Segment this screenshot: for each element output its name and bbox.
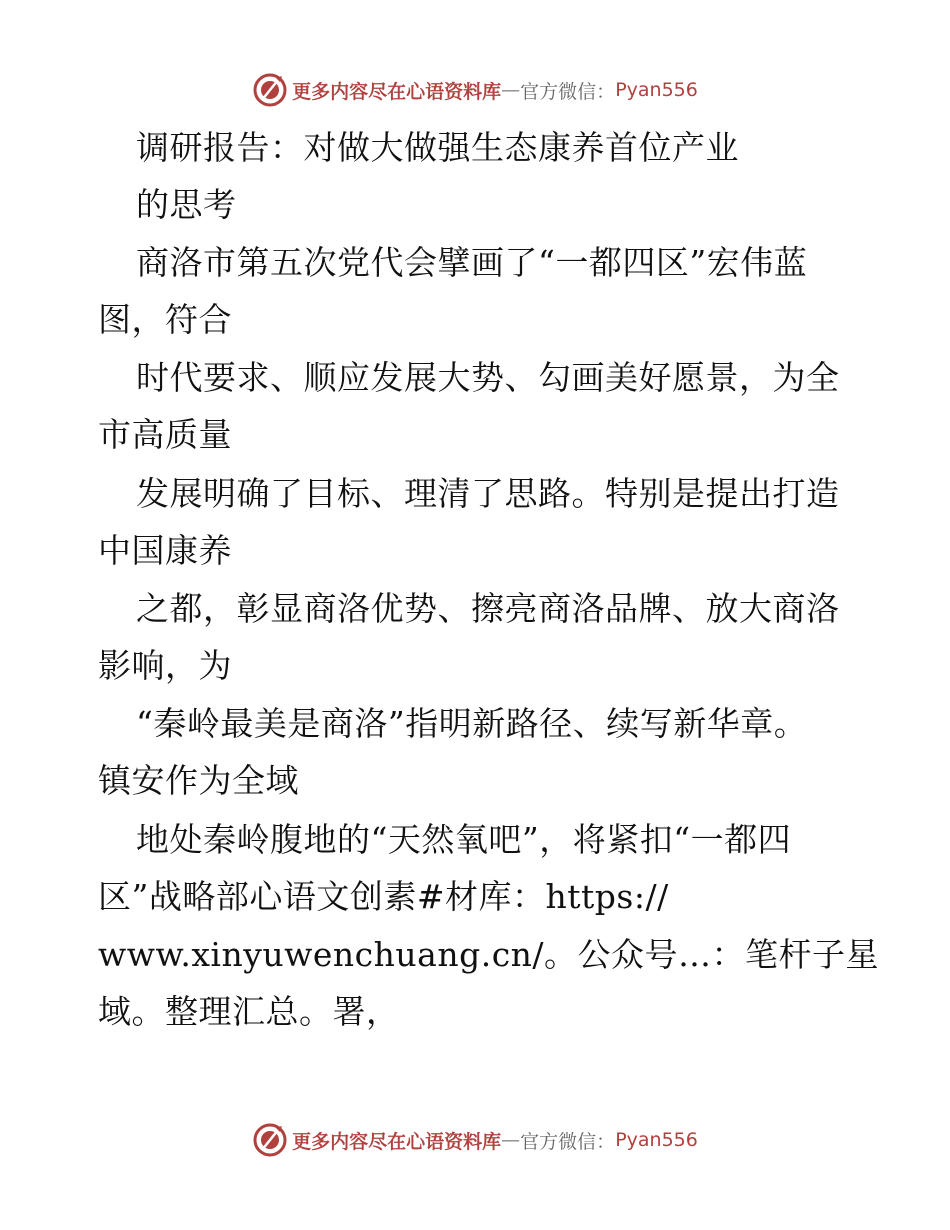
text-line: 区”战略部心语文创素#材库：https:// — [98, 877, 669, 916]
text-line: 之都，彰显商洛优势、擦亮商洛品牌、放大商洛 — [136, 589, 840, 628]
watermark-brand: 更多内容尽在心语资料库 — [292, 1130, 502, 1153]
text-line: www.xinyuwenchuang.cn/。公众号…：笔杆子星 — [98, 935, 880, 974]
text-line: 市高质量 — [98, 415, 232, 454]
text-line: 镇安作为全域 — [98, 761, 299, 800]
watermark-wechat-label: 官方微信： — [520, 80, 616, 103]
text-line: 影响，为 — [98, 646, 232, 685]
watermark-brand: 更多内容尽在心语资料库 — [292, 80, 502, 103]
text-line: 发展明确了目标、理清了思路。特别是提出打造 — [136, 474, 840, 513]
title-line-2: 的思考 — [136, 185, 237, 224]
text-line: “秦岭最美是商洛”指明新路径、续写新华章。 — [136, 704, 808, 743]
watermark-wechat-id: Pyan556 — [615, 79, 698, 101]
header-watermark — [0, 72, 950, 108]
footer-watermark — [0, 1122, 950, 1158]
quill-seal-icon — [252, 72, 288, 108]
watermark-wechat-label: 官方微信： — [520, 1130, 616, 1153]
text-line: 地处秦岭腹地的“天然氧吧”，将紧扣“一都四 — [136, 820, 792, 859]
text-line: 中国康养 — [98, 531, 232, 570]
text-line: 图，符合 — [98, 300, 232, 339]
text-line: 时代要求、顺应发展大势、勾画美好愿景，为全 — [136, 358, 840, 397]
watermark-separator: — — [501, 1129, 521, 1151]
text-line: 域。整理汇总。署， — [98, 992, 400, 1031]
title-line-1: 调研报告：对做大做强生态康养首位产业 — [136, 128, 739, 167]
text-line: 商洛市第五次党代会擘画了“一都四区”宏伟蓝 — [136, 243, 808, 282]
watermark-wechat-id: Pyan556 — [615, 1129, 698, 1151]
quill-seal-icon — [252, 1122, 288, 1158]
watermark-separator: — — [501, 79, 521, 101]
